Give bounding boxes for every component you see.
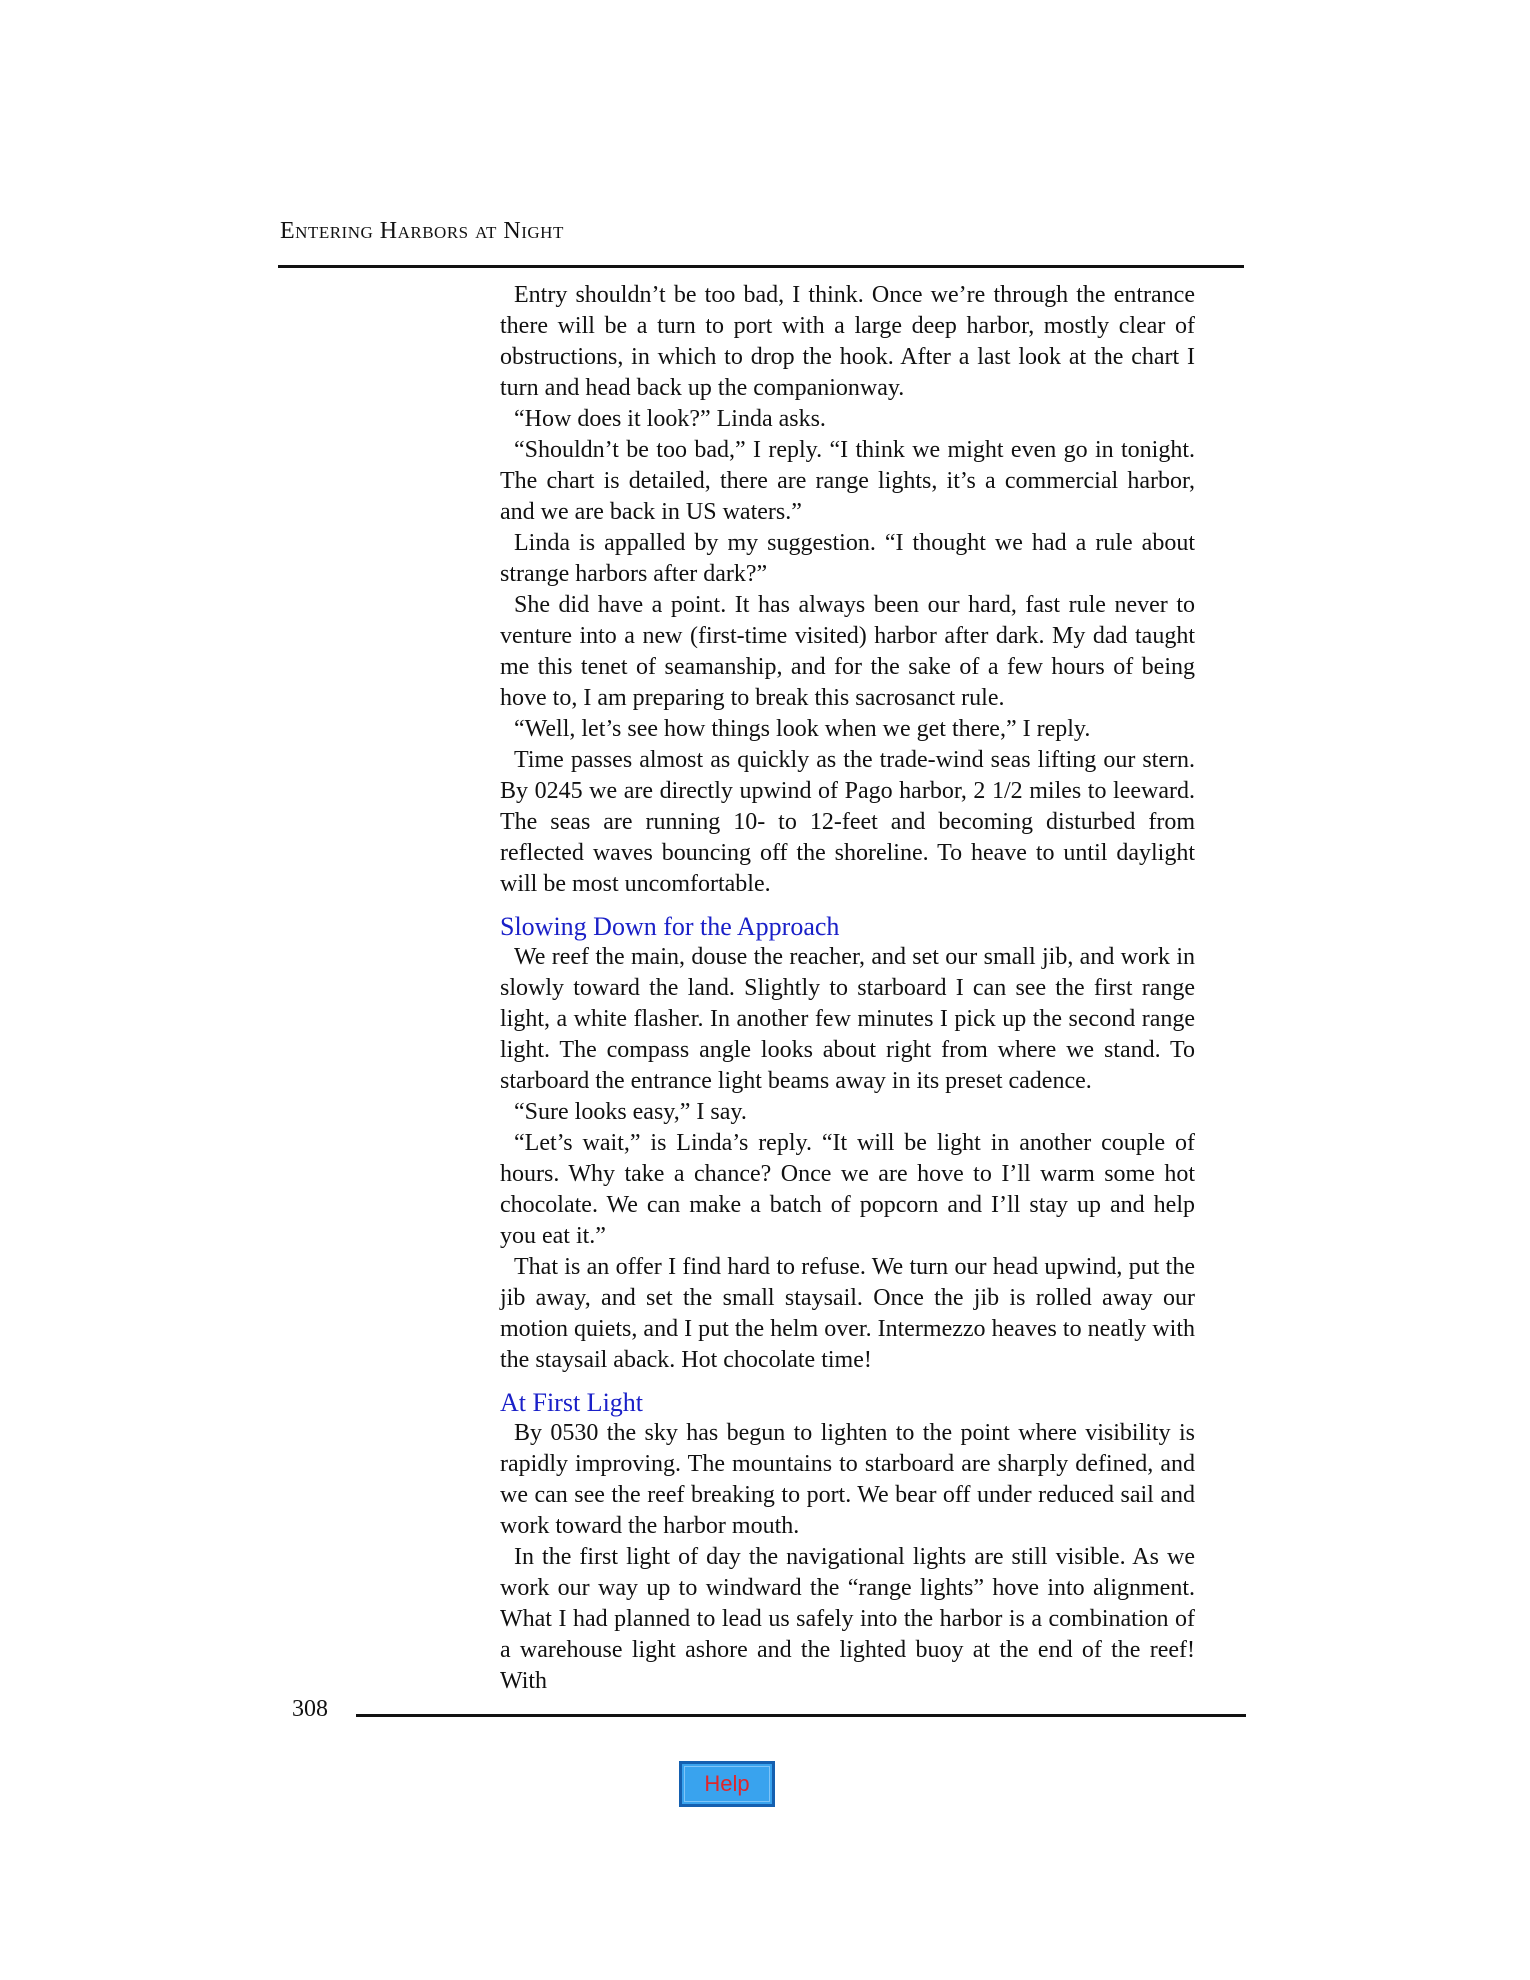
- page-number: 308: [292, 1696, 328, 1722]
- body-text: [500, 280, 1195, 1697]
- running-title: Entering Harbors at Night: [280, 218, 564, 244]
- footer-rule: [356, 1714, 1246, 1717]
- section-heading-approach: Slowing Down for the Approach: [500, 912, 840, 941]
- paragraph: Entry shouldn’t be too bad, I think. Once we’re through the entrance there will be a turn to port with a large deep harbor, mostly clear of obstructions, in which to drop the hook. After a last look at the chart I turn and head back up the companionway.: [500, 282, 1195, 401]
- help-button[interactable]: Help: [679, 1761, 775, 1807]
- paragraph: Linda is appalled by my suggestion. “I thought we had a rule about strange harbors after dark?”: [500, 530, 1195, 587]
- paragraph: “Sure looks easy,” I say.: [514, 1099, 747, 1125]
- paragraph: She did have a point. It has always been our hard, fast rule never to venture into a new (first-time visited) harbor after dark. My dad taught me this tenet of seamanship, and for the sake of a few hours of being hove to, I am preparing to break this sacrosanct rule.: [500, 592, 1195, 711]
- paragraph: “Shouldn’t be too bad,” I reply. “I think we might even go in tonight. The chart is detailed, there are range lights, it’s a commercial harbor, and we are back in US waters.”: [500, 437, 1195, 525]
- section-heading-first-light: At First Light: [500, 1388, 644, 1417]
- paragraph: That is an offer I find hard to refuse. We turn our head upwind, put the jib away, and set the small staysail. Once the jib is rolled away our motion quiets, and I put the helm over. Intermezzo heaves to neatly with the staysail aback. Hot chocolate time!: [500, 1254, 1195, 1373]
- paragraph: By 0530 the sky has begun to lighten to the point where visibility is rapidly improving. The mountains to starboard are sharply defined, and we can see the reef breaking to port. We bear off under reduced sail and work toward the harbor mouth.: [500, 1420, 1195, 1539]
- paragraph: “Well, let’s see how things look when we get there,” I reply.: [514, 716, 1091, 742]
- header-rule: [278, 265, 1244, 268]
- paragraph: In the first light of day the navigational lights are still visible. As we work our way up to windward the “range lights” hove into alignment. What I had planned to lead us safely into the harbor is a combination of a warehouse light ashore and the lighted buoy at the end of the reef! With: [500, 1544, 1195, 1694]
- paragraph: Time passes almost as quickly as the trade-wind seas lifting our stern. By 0245 we are directly upwind of Pago harbor, 2 1/2 miles to leeward. The seas are running 10- to 12-feet and becoming disturbed from reflected waves bouncing off the shoreline. To heave to until daylight will be most uncomfortable.: [500, 747, 1195, 897]
- paragraph: “How does it look?” Linda asks.: [514, 406, 826, 432]
- paragraph: “Let’s wait,” is Linda’s reply. “It will be light in another couple of hours. Why take a chance? Once we are hove to I’ll warm some hot chocolate. We can make a batch of popcorn and I’ll stay up and help you eat it.”: [500, 1130, 1195, 1249]
- paragraph: We reef the main, douse the reacher, and set our small jib, and work in slowly toward the land. Slightly to starboard I can see the first range light, a white flasher. In another few minutes I pick up the second range light. The compass angle looks about right from where we stand. To starboard the entrance light beams away in its preset cadence.: [500, 944, 1195, 1094]
